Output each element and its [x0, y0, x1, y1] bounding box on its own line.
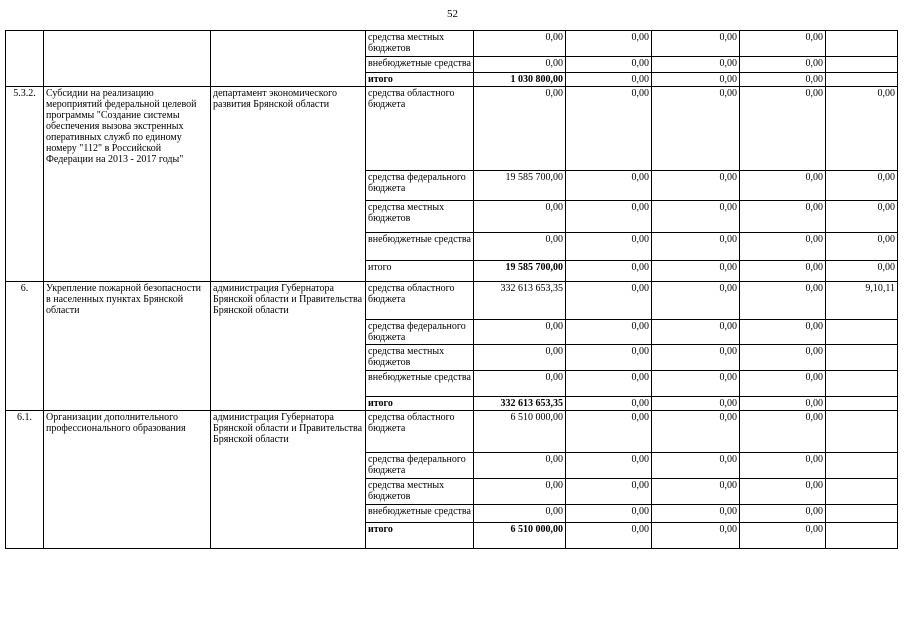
source-cell: средства областного бюджета: [366, 411, 474, 453]
value-cell: 0,00: [740, 411, 826, 453]
value-cell: 0,00: [740, 261, 826, 282]
value-cell: 0,00: [566, 233, 652, 261]
value-cell: 0,00: [652, 201, 740, 233]
table-row: [6, 31, 898, 57]
code-cell: 6.: [6, 282, 44, 411]
name-cell: Организации дополнительного профессионального образования: [44, 411, 211, 549]
value-cell: 0,00: [474, 345, 566, 371]
source-cell: внебюджетные средства: [366, 233, 474, 261]
value-cell: 0,00: [566, 453, 652, 479]
value-cell: 0,00: [474, 201, 566, 233]
value-cell: 0,00: [740, 171, 826, 201]
source-cell: средства федерального бюджета: [366, 453, 474, 479]
code-cell: [6, 31, 44, 87]
value-cell: 0,00: [566, 31, 652, 57]
page-number: 52: [447, 8, 458, 20]
value-cell: 0,00: [652, 87, 740, 171]
budget-table: [5, 30, 898, 549]
value-cell: 0,00: [566, 397, 652, 411]
value-cell: 0,00: [474, 479, 566, 505]
value-cell: 0,00: [474, 505, 566, 523]
value-cell: 0,00: [652, 73, 740, 87]
value-cell: 0,00: [740, 201, 826, 233]
value-cell: 0,00: [474, 31, 566, 57]
value-cell: [826, 345, 898, 371]
value-cell: 0,00: [566, 57, 652, 73]
value-cell: 0,00: [474, 233, 566, 261]
value-cell: [826, 320, 898, 345]
value-cell: 0,00: [740, 320, 826, 345]
value-cell: 0,00: [740, 31, 826, 57]
source-cell: средства местных бюджетов: [366, 479, 474, 505]
value-cell: 0,00: [566, 479, 652, 505]
value-cell: 0,00: [652, 371, 740, 397]
value-cell: 0,00: [474, 57, 566, 73]
value-cell: [826, 57, 898, 73]
source-cell: средства федерального бюджета: [366, 320, 474, 345]
value-cell: 0,00: [474, 320, 566, 345]
code-cell: 6.1.: [6, 411, 44, 549]
source-cell: средства областного бюджета: [366, 282, 474, 320]
value-cell: 0,00: [566, 371, 652, 397]
value-cell: 19 585 700,00: [474, 171, 566, 201]
table-row: [6, 282, 898, 320]
value-cell: [826, 397, 898, 411]
value-cell: 0,00: [740, 523, 826, 549]
value-cell: 0,00: [652, 171, 740, 201]
source-cell: итого: [366, 523, 474, 549]
executor-cell: администрация Губернатора Брянской области и Правительства Брянской области: [211, 411, 366, 549]
value-cell: 0,00: [474, 453, 566, 479]
executor-cell: [211, 31, 366, 87]
value-cell: 0,00: [652, 282, 740, 320]
value-cell: [826, 411, 898, 453]
value-cell: 0,00: [740, 397, 826, 411]
value-cell: 0,00: [566, 505, 652, 523]
value-cell: 0,00: [826, 171, 898, 201]
value-cell: 1 030 800,00: [474, 73, 566, 87]
value-cell: 0,00: [566, 320, 652, 345]
value-cell: 0,00: [740, 453, 826, 479]
source-cell: итого: [366, 397, 474, 411]
value-cell: 0,00: [740, 371, 826, 397]
value-cell: 332 613 653,35: [474, 282, 566, 320]
value-cell: [826, 371, 898, 397]
value-cell: [826, 73, 898, 87]
value-cell: 0,00: [652, 411, 740, 453]
value-cell: [826, 505, 898, 523]
value-cell: 0,00: [826, 87, 898, 171]
source-cell: внебюджетные средства: [366, 371, 474, 397]
value-cell: 0,00: [474, 371, 566, 397]
name-cell: [44, 31, 211, 87]
value-cell: 0,00: [474, 87, 566, 171]
value-cell: 0,00: [566, 282, 652, 320]
value-cell: [826, 453, 898, 479]
name-cell: Укрепление пожарной безопасности в населенных пунктах Брянской области: [44, 282, 211, 411]
source-cell: средства федерального бюджета: [366, 171, 474, 201]
value-cell: 0,00: [740, 282, 826, 320]
executor-cell: департамент экономического развития Брянской области: [211, 87, 366, 282]
value-cell: 0,00: [826, 201, 898, 233]
value-cell: 0,00: [652, 345, 740, 371]
value-cell: 0,00: [652, 31, 740, 57]
value-cell: [826, 523, 898, 549]
value-cell: 0,00: [652, 320, 740, 345]
value-cell: 9,10,11: [826, 282, 898, 320]
source-cell: средства местных бюджетов: [366, 201, 474, 233]
value-cell: 0,00: [566, 73, 652, 87]
value-cell: [826, 479, 898, 505]
source-cell: внебюджетные средства: [366, 57, 474, 73]
value-cell: 0,00: [566, 171, 652, 201]
value-cell: 0,00: [566, 345, 652, 371]
value-cell: 0,00: [740, 505, 826, 523]
table-row: [6, 411, 898, 453]
value-cell: 0,00: [826, 261, 898, 282]
value-cell: 0,00: [652, 505, 740, 523]
value-cell: 0,00: [566, 201, 652, 233]
name-cell: Субсидии на реализацию мероприятий федеральной целевой программы "Создание системы обеспечения вызова экстренных оперативных служб по единому номеру "112" в Российской Федерации на 2013 - 2017 годы": [44, 87, 211, 282]
value-cell: 0,00: [652, 397, 740, 411]
value-cell: 0,00: [826, 233, 898, 261]
source-cell: итого: [366, 261, 474, 282]
value-cell: 0,00: [652, 261, 740, 282]
value-cell: 6 510 000,00: [474, 411, 566, 453]
value-cell: 0,00: [566, 87, 652, 171]
value-cell: 0,00: [740, 233, 826, 261]
value-cell: 0,00: [740, 479, 826, 505]
source-cell: итого: [366, 73, 474, 87]
code-cell: 5.3.2.: [6, 87, 44, 282]
value-cell: 0,00: [740, 73, 826, 87]
value-cell: 0,00: [740, 57, 826, 73]
source-cell: внебюджетные средства: [366, 505, 474, 523]
value-cell: 332 613 653,35: [474, 397, 566, 411]
value-cell: 0,00: [652, 453, 740, 479]
value-cell: 6 510 000,00: [474, 523, 566, 549]
table-row: [6, 87, 898, 171]
value-cell: 0,00: [566, 261, 652, 282]
executor-cell: администрация Губернатора Брянской области и Правительства Брянской области: [211, 282, 366, 411]
value-cell: 0,00: [652, 479, 740, 505]
value-cell: [826, 31, 898, 57]
source-cell: средства местных бюджетов: [366, 31, 474, 57]
value-cell: 19 585 700,00: [474, 261, 566, 282]
source-cell: средства местных бюджетов: [366, 345, 474, 371]
value-cell: 0,00: [566, 523, 652, 549]
value-cell: 0,00: [740, 345, 826, 371]
value-cell: 0,00: [652, 57, 740, 73]
value-cell: 0,00: [652, 523, 740, 549]
value-cell: 0,00: [740, 87, 826, 171]
source-cell: средства областного бюджета: [366, 87, 474, 171]
value-cell: 0,00: [652, 233, 740, 261]
value-cell: 0,00: [566, 411, 652, 453]
